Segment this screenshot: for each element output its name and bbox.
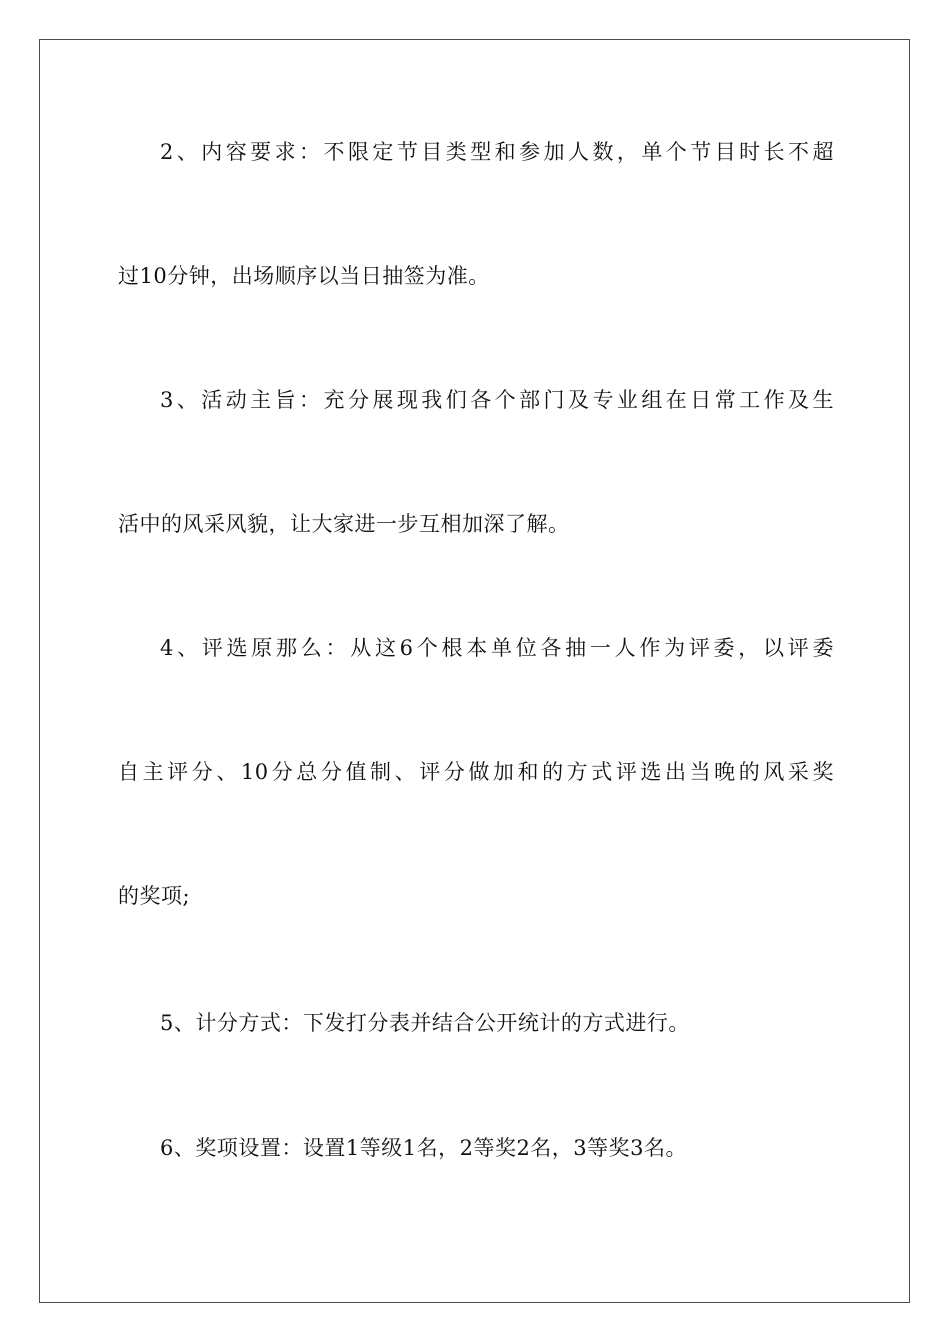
page-border [39, 39, 910, 1303]
text-line-item4-end: 的奖项; [118, 884, 191, 908]
text-line-item5: 5、计分方式：下发打分表并结合公开统计的方式进行。 [160, 1011, 690, 1035]
text-line-item4-middle: 自主评分、10分总分值制、评分做加和的方式评选出当晚的风采奖 [118, 760, 834, 784]
text-line-item3-end: 活中的风采风貌，让大家进一步互相加深了解。 [118, 512, 570, 536]
text-line-item2-end: 过10分钟，出场顺序以当日抽签为准。 [118, 264, 490, 288]
text-line-item2-start: 2、内容要求：不限定节目类型和参加人数，单个节目时长不超 [160, 140, 834, 164]
text-line-item4-start: 4、评选原那么：从这6个根本单位各抽一人作为评委，以评委 [160, 636, 834, 660]
text-line-item6: 6、奖项设置：设置1等级1名，2等奖2名，3等奖3名。 [160, 1136, 688, 1160]
text-line-item3-start: 3、活动主旨：充分展现我们各个部门及专业组在日常工作及生 [160, 388, 834, 412]
